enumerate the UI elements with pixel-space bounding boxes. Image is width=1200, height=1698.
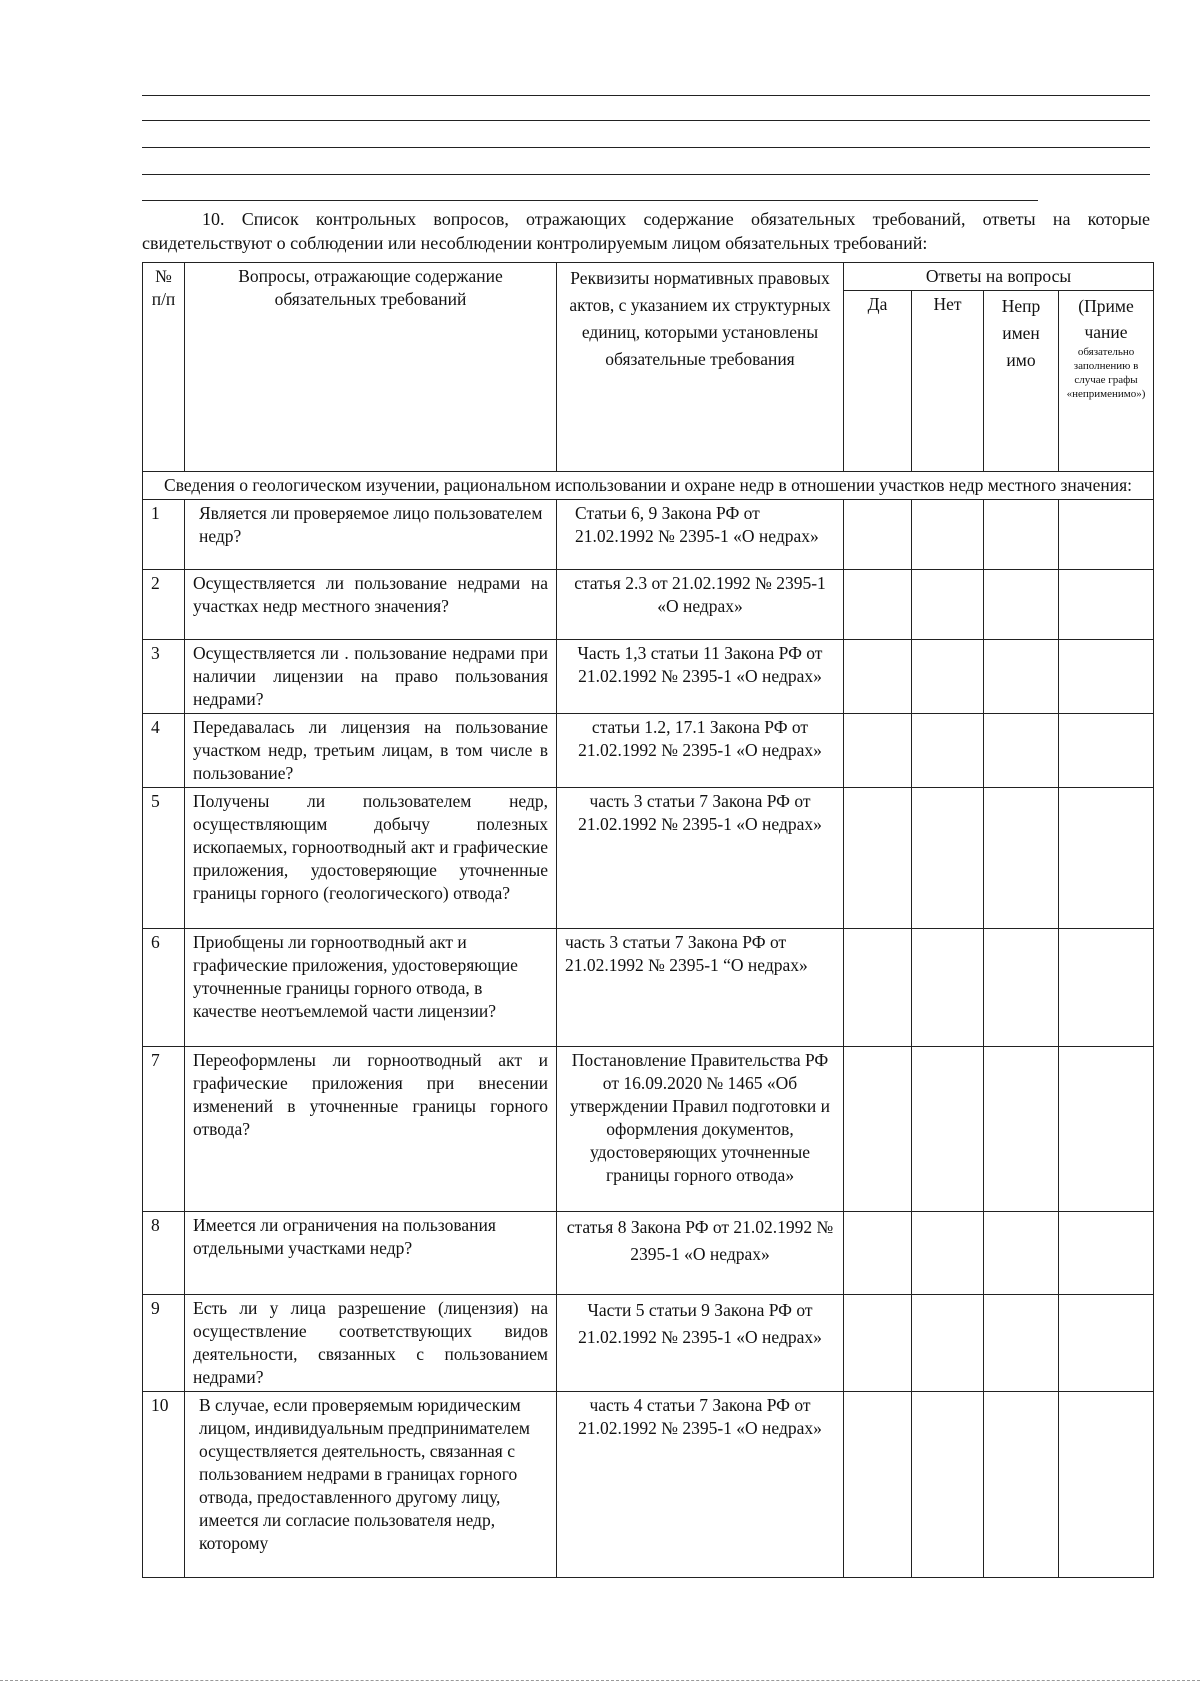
answer-yes-cell[interactable]: [844, 1047, 912, 1212]
answer-yes-cell[interactable]: [844, 714, 912, 788]
answer-no-cell[interactable]: [912, 1392, 984, 1578]
blank-line-4: [142, 174, 1150, 175]
header-row-1: [143, 263, 1154, 291]
page-bottom-edge: [0, 1680, 1200, 1681]
row-question: В случае, если проверяемым юридическим лицом, индивидуальным предпринимателем осуществляется деятельность, связанная с пользованием недрами в границах горного отвода, предоставленного другому лицу, имеется ли согласие пользователя недр, которому: [185, 1392, 557, 1578]
answer-yes-cell[interactable]: [844, 929, 912, 1047]
answer-no-cell[interactable]: [912, 1295, 984, 1392]
row-question: Осуществляется ли пользование недрами на участках недр местного значения?: [185, 570, 557, 640]
row-question: Имеется ли ограничения на пользования отдельными участками недр?: [185, 1212, 557, 1295]
answer-note-cell[interactable]: [1059, 1047, 1154, 1212]
answer-na-cell[interactable]: [984, 1212, 1059, 1295]
blank-line-3: [142, 147, 1150, 148]
row-question: Передавалась ли лицензия на пользование участком недр, третьим лицам, в том числе в пользование?: [185, 714, 557, 788]
table-row: [143, 788, 1154, 929]
row-reference: статья 8 Закона РФ от 21.02.1992 № 2395-1 «О недрах»: [557, 1212, 844, 1295]
answer-note-cell[interactable]: [1059, 500, 1154, 570]
table-row: [143, 714, 1154, 788]
row-reference: статья 2.3 от 21.02.1992 № 2395-1 «О недрах»: [557, 570, 844, 640]
row-reference: часть 3 статьи 7 Закона РФ от 21.02.1992 № 2395-1 “О недрах»: [557, 929, 844, 1047]
answer-yes-cell[interactable]: [844, 570, 912, 640]
answer-note-cell[interactable]: [1059, 714, 1154, 788]
header-yes: Да: [844, 291, 912, 472]
answer-na-cell[interactable]: [984, 714, 1059, 788]
answer-no-cell[interactable]: [912, 640, 984, 714]
row-reference: Статьи 6, 9 Закона РФ от 21.02.1992 № 2395-1 «О недрах»: [557, 500, 844, 570]
table-row: [143, 1392, 1154, 1578]
answer-no-cell[interactable]: [912, 788, 984, 929]
answer-yes-cell[interactable]: [844, 1212, 912, 1295]
table-row: [143, 1212, 1154, 1295]
answer-note-cell[interactable]: [1059, 570, 1154, 640]
row-question: Приобщены ли горноотводный акт и графические приложения, удостоверяющие уточненные границы горного отвода, в качестве неотъемлемой части лицензии?: [185, 929, 557, 1047]
answer-note-cell[interactable]: [1059, 1212, 1154, 1295]
header-note: [1059, 291, 1154, 472]
answer-note-cell[interactable]: [1059, 788, 1154, 929]
row-question: Переоформлены ли горноотводный акт и графические приложения при внесении изменений в уточненные границы горного отвода?: [185, 1047, 557, 1212]
answer-no-cell[interactable]: [912, 1047, 984, 1212]
row-reference: Часть 1,3 статьи 11 Закона РФ от 21.02.1992 № 2395-1 «О недрах»: [557, 640, 844, 714]
answer-yes-cell[interactable]: [844, 500, 912, 570]
answer-note-cell[interactable]: [1059, 1295, 1154, 1392]
row-reference: часть 3 статьи 7 Закона РФ от 21.02.1992 № 2395-1 «О недрах»: [557, 788, 844, 929]
section-title: Сведения о геологическом изучении, рациональном использовании и охране недр в отношении участков недр местного значения:: [143, 472, 1154, 500]
answer-note-cell[interactable]: [1059, 929, 1154, 1047]
blank-line-2: [142, 120, 1150, 121]
header-not-applicable: Непр имен имо: [984, 291, 1059, 472]
header-answers: Ответы на вопросы: [844, 263, 1154, 291]
table-row: [143, 929, 1154, 1047]
blank-line-1: [142, 95, 1150, 96]
header-no: Нет: [912, 291, 984, 472]
row-question: Есть ли у лица разрешение (лицензия) на осуществление соответствующих видов деятельности, связанных с пользованием недрами?: [185, 1295, 557, 1392]
header-num: № п/п: [143, 263, 185, 472]
row-num: 1: [143, 500, 185, 570]
header-reference: Реквизиты нормативных правовых актов, с указанием их структурных единиц, которыми установлены обязательные требования: [557, 263, 844, 472]
answer-na-cell[interactable]: [984, 788, 1059, 929]
answer-note-cell[interactable]: [1059, 640, 1154, 714]
table-row: [143, 640, 1154, 714]
answer-na-cell[interactable]: [984, 640, 1059, 714]
section-row: [143, 472, 1154, 500]
table-row: [143, 500, 1154, 570]
blank-line-5: [142, 200, 1038, 201]
answer-no-cell[interactable]: [912, 570, 984, 640]
table-row: [143, 1047, 1154, 1212]
answer-yes-cell[interactable]: [844, 640, 912, 714]
answer-na-cell[interactable]: [984, 500, 1059, 570]
row-num: 2: [143, 570, 185, 640]
table-row: [143, 1295, 1154, 1392]
answer-no-cell[interactable]: [912, 500, 984, 570]
answer-na-cell[interactable]: [984, 1392, 1059, 1578]
answer-no-cell[interactable]: [912, 1212, 984, 1295]
intro-paragraph: 10. Список контрольных вопросов, отражающих содержание обязательных требований, ответы на которые свидетельствуют о соблюдении или несоблюдении контролируемым лицом обязательных требований:: [142, 209, 1150, 253]
row-question: Осуществляется ли . пользование недрами при наличии лицензии на право пользования недрами?: [185, 640, 557, 714]
row-num: 3: [143, 640, 185, 714]
answer-yes-cell[interactable]: [844, 1295, 912, 1392]
answer-na-cell[interactable]: [984, 570, 1059, 640]
row-num: 5: [143, 788, 185, 929]
header-question: Вопросы, отражающие содержание обязательных требований: [185, 263, 557, 472]
row-reference: Постановление Правительства РФ от 16.09.2020 № 1465 «Об утверждении Правил подготовки и оформления документов, удостоверяющих уточненные границы горного отвода»: [557, 1047, 844, 1212]
row-reference: Части 5 статьи 9 Закона РФ от 21.02.1992 № 2395-1 «О недрах»: [557, 1295, 844, 1392]
answer-no-cell[interactable]: [912, 929, 984, 1047]
row-question: Является ли проверяемое лицо пользователем недр?: [185, 500, 557, 570]
row-num: 6: [143, 929, 185, 1047]
answer-na-cell[interactable]: [984, 1047, 1059, 1212]
header-note-title: (Приме чание: [1078, 296, 1134, 342]
answer-na-cell[interactable]: [984, 1295, 1059, 1392]
answer-yes-cell[interactable]: [844, 788, 912, 929]
row-num: 9: [143, 1295, 185, 1392]
row-num: 10: [143, 1392, 185, 1578]
row-reference: часть 4 статьи 7 Закона РФ от 21.02.1992 № 2395-1 «О недрах»: [557, 1392, 844, 1578]
answer-na-cell[interactable]: [984, 929, 1059, 1047]
table-row: [143, 570, 1154, 640]
answer-note-cell[interactable]: [1059, 1392, 1154, 1578]
checklist-table: [142, 262, 1154, 1578]
row-num: 7: [143, 1047, 185, 1212]
answer-yes-cell[interactable]: [844, 1392, 912, 1578]
row-num: 8: [143, 1212, 185, 1295]
answer-no-cell[interactable]: [912, 714, 984, 788]
row-num: 4: [143, 714, 185, 788]
row-question: Получены ли пользователем недр, осуществляющим добычу полезных ископаемых, горноотводный акт и графические приложения, удостоверяющие уточненные границы горного (геологического) отвода?: [185, 788, 557, 929]
row-reference: статьи 1.2, 17.1 Закона РФ от 21.02.1992 № 2395-1 «О недрах»: [557, 714, 844, 788]
header-note-body: обязательно заполнению в случае графы «неприменимо»): [1066, 346, 1146, 400]
